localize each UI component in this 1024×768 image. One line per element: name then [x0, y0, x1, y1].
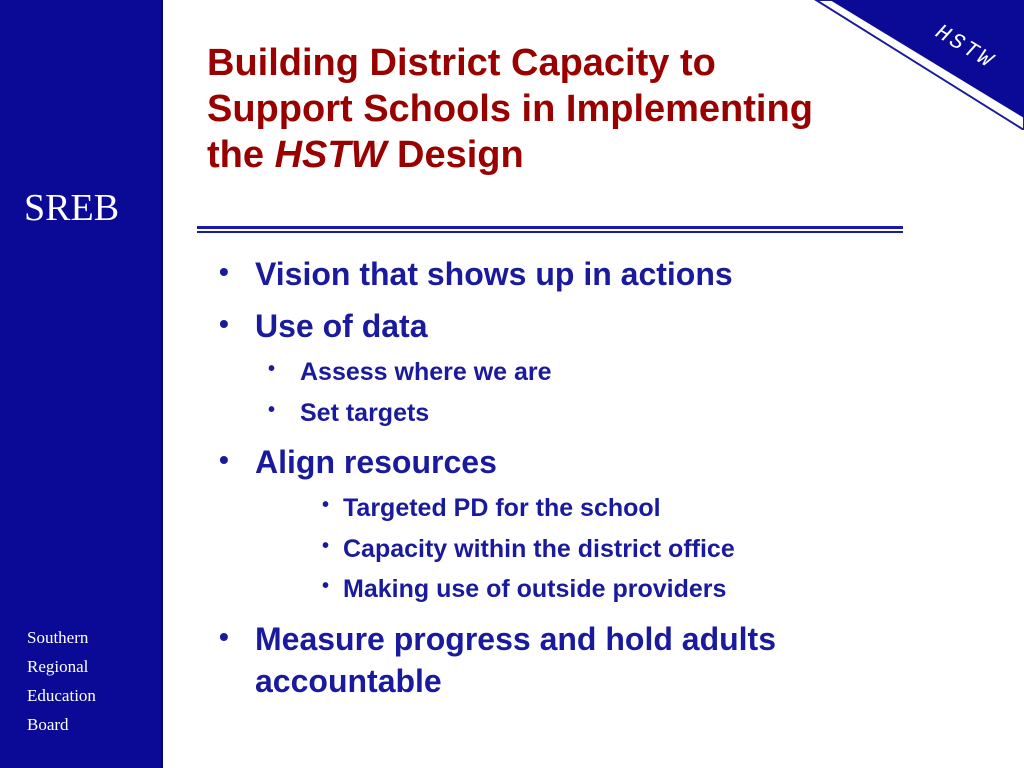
sub-bullet-capacity: Capacity within the district office — [343, 535, 735, 563]
bullet-use-of-data: Use of data — [255, 308, 428, 344]
bullet-measure-progress-continued: accountable — [255, 663, 442, 699]
title-hstw: HSTW — [274, 134, 387, 176]
sub-bullet-dot: • — [268, 399, 276, 421]
bullet-dot: • — [219, 444, 229, 475]
bullet-measure-progress: Measure progress and hold adults — [255, 621, 776, 657]
bullet-vision: Vision that shows up in actions — [255, 256, 733, 292]
hstw-corner-label: HSTW — [930, 19, 1000, 75]
sub-bullet-assess: Assess where we are — [300, 358, 552, 386]
sub-bullet-targeted-pd: Targeted PD for the school — [343, 494, 661, 522]
title-the: the — [207, 134, 264, 176]
bullet-dot: • — [219, 621, 229, 652]
bullet-align-resources: Align resources — [255, 444, 497, 480]
sub-bullet-outside-providers: Making use of outside providers — [343, 575, 727, 603]
sub-bullet-dot: • — [322, 535, 330, 557]
title-line-1: Building District Capacity to — [207, 42, 716, 84]
bullet-dot: • — [219, 256, 229, 287]
sub-bullet-dot: • — [322, 494, 330, 516]
sreb-logo: SREB — [24, 187, 120, 229]
sub-bullet-dot: • — [322, 575, 330, 597]
title-design: Design — [397, 134, 524, 176]
org-line-regional: Regional — [27, 657, 89, 676]
org-line-southern: Southern — [27, 628, 89, 647]
org-line-education: Education — [27, 686, 96, 705]
bullet-dot: • — [219, 308, 229, 339]
title-line-2: Support Schools in Implementing — [207, 88, 813, 130]
org-line-board: Board — [27, 715, 69, 734]
sub-bullet-dot: • — [268, 358, 276, 380]
sub-bullet-set-targets: Set targets — [300, 399, 430, 427]
